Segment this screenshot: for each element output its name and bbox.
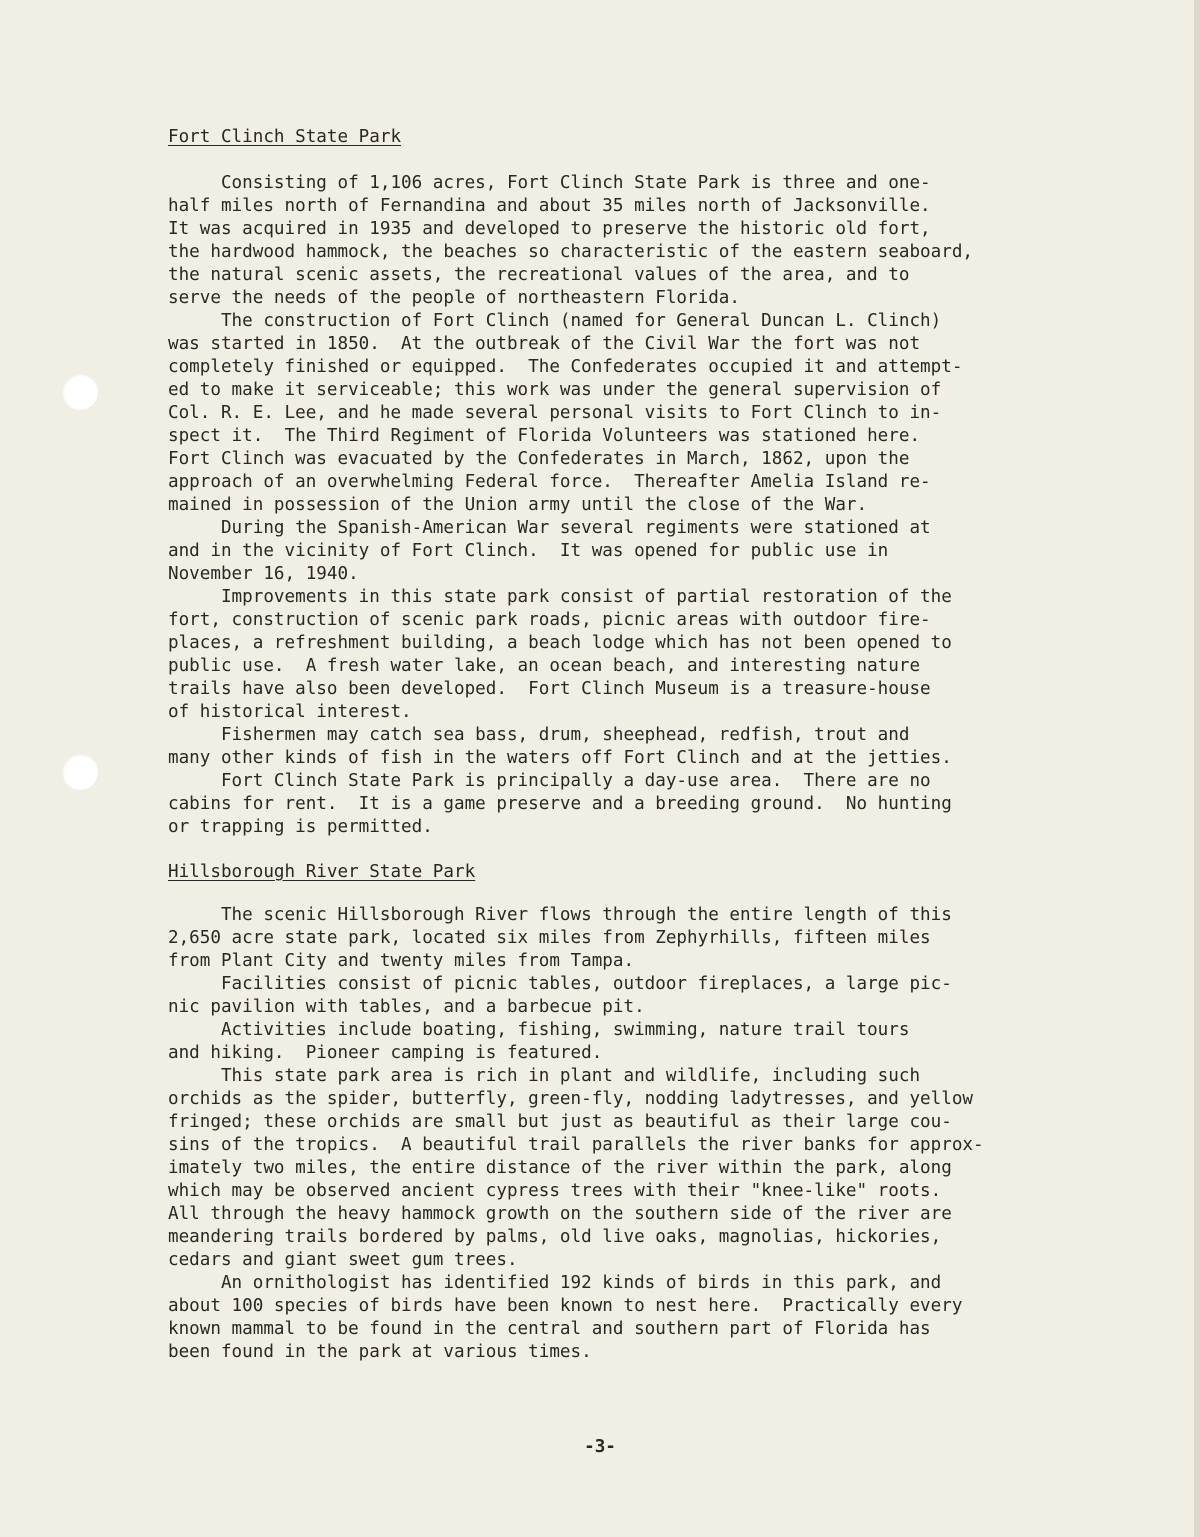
text-line: public use. A fresh water lake, an ocean beach, and interesting nature xyxy=(168,656,921,676)
text-line: Fort Clinch was evacuated by the Confederates in March, 1862, upon the xyxy=(168,449,910,469)
text-line: mained in possession of the Union army until the close of the War. xyxy=(168,495,868,515)
text-line: Col. R. E. Lee, and he made several personal visits to Fort Clinch to in- xyxy=(168,403,942,423)
text-line: imately two miles, the entire distance of the river within the park, along xyxy=(168,1158,952,1178)
text-line: of historical interest. xyxy=(168,702,412,722)
text-line: November 16, 1940. xyxy=(168,564,359,584)
punch-hole-bottom xyxy=(62,754,98,790)
text-line: Activities include boating, fishing, swimming, nature trail tours xyxy=(168,1020,910,1040)
section-body-hillsborough-river xyxy=(168,904,1048,1364)
text-line: orchids as the spider, butterfly, green-fly, nodding ladytresses, and yellow xyxy=(168,1089,974,1109)
text-line: the natural scenic assets, the recreational values of the area, and to xyxy=(168,265,910,285)
page-number: -3- xyxy=(584,1437,616,1457)
text-line: The construction of Fort Clinch (named for General Duncan L. Clinch) xyxy=(168,311,942,331)
text-line: fringed; these orchids are small but just as beautiful as their large cou- xyxy=(168,1112,952,1132)
text-line: 2,650 acre state park, located six miles from Zephyrhills, fifteen miles xyxy=(168,928,931,948)
text-line: Facilities consist of picnic tables, outdoor fireplaces, a large pic- xyxy=(168,974,952,994)
text-line: completely finished or equipped. The Confederates occupied it and attempt- xyxy=(168,357,963,377)
text-line: sins of the tropics. A beautiful trail parallels the river banks for approx- xyxy=(168,1135,984,1155)
paper-edge xyxy=(1194,0,1200,1537)
text-line: half miles north of Fernandina and about 35 miles north of Jacksonville. xyxy=(168,196,931,216)
text-line: or trapping is permitted. xyxy=(168,817,433,837)
text-line: Fort Clinch State Park is principally a day-use area. There are no xyxy=(168,771,931,791)
section-heading-fort-clinch: Fort Clinch State Park xyxy=(168,127,402,147)
punch-hole-top xyxy=(62,374,98,410)
text-line: Consisting of 1,106 acres, Fort Clinch State Park is three and one- xyxy=(168,173,931,193)
section-heading-hillsborough-river: Hillsborough River State Park xyxy=(168,862,476,882)
text-line: from Plant City and twenty miles from Tampa. xyxy=(168,951,635,971)
text-line: ed to make it serviceable; this work was under the general supervision of xyxy=(168,380,942,400)
text-line: trails have also been developed. Fort Clinch Museum is a treasure-house xyxy=(168,679,931,699)
text-line: serve the needs of the people of northeastern Florida. xyxy=(168,288,740,308)
text-line: nic pavilion with tables, and a barbecue pit. xyxy=(168,997,645,1017)
text-line: which may be observed ancient cypress trees with their "knee-like" roots. xyxy=(168,1181,942,1201)
text-line: known mammal to be found in the central and southern part of Florida has xyxy=(168,1319,931,1339)
text-line: places, a refreshment building, a beach lodge which has not been opened to xyxy=(168,633,952,653)
text-line: many other kinds of fish in the waters off Fort Clinch and at the jetties. xyxy=(168,748,952,768)
text-line: Improvements in this state park consist of partial restoration of the xyxy=(168,587,952,607)
text-line: During the Spanish-American War several regiments were stationed at xyxy=(168,518,931,538)
text-line: about 100 species of birds have been known to nest here. Practically every xyxy=(168,1296,963,1316)
text-line: cabins for rent. It is a game preserve and a breeding ground. No hunting xyxy=(168,794,952,814)
text-line: An ornithologist has identified 192 kinds of birds in this park, and xyxy=(168,1273,942,1293)
text-line: All through the heavy hammock growth on the southern side of the river are xyxy=(168,1204,952,1224)
text-line: been found in the park at various times. xyxy=(168,1342,592,1362)
text-line: The scenic Hillsborough River flows through the entire length of this xyxy=(168,905,952,925)
text-line: approach of an overwhelming Federal force. Thereafter Amelia Island re- xyxy=(168,472,931,492)
text-line: It was acquired in 1935 and developed to preserve the historic old fort, xyxy=(168,219,931,239)
text-line: cedars and giant sweet gum trees. xyxy=(168,1250,518,1270)
text-line: meandering trails bordered by palms, old live oaks, magnolias, hickories, xyxy=(168,1227,942,1247)
text-line: This state park area is rich in plant and wildlife, including such xyxy=(168,1066,921,1086)
section-body-fort-clinch xyxy=(168,172,1048,839)
text-line: Fishermen may catch sea bass, drum, sheephead, redfish, trout and xyxy=(168,725,910,745)
text-line: was started in 1850. At the outbreak of the Civil War the fort was not xyxy=(168,334,921,354)
text-line: and hiking. Pioneer camping is featured. xyxy=(168,1043,603,1063)
text-line: and in the vicinity of Fort Clinch. It was opened for public use in xyxy=(168,541,889,561)
text-line: the hardwood hammock, the beaches so characteristic of the eastern seaboard, xyxy=(168,242,974,262)
text-line: fort, construction of scenic park roads, picnic areas with outdoor fire- xyxy=(168,610,931,630)
text-line: spect it. The Third Regiment of Florida Volunteers was stationed here. xyxy=(168,426,921,446)
